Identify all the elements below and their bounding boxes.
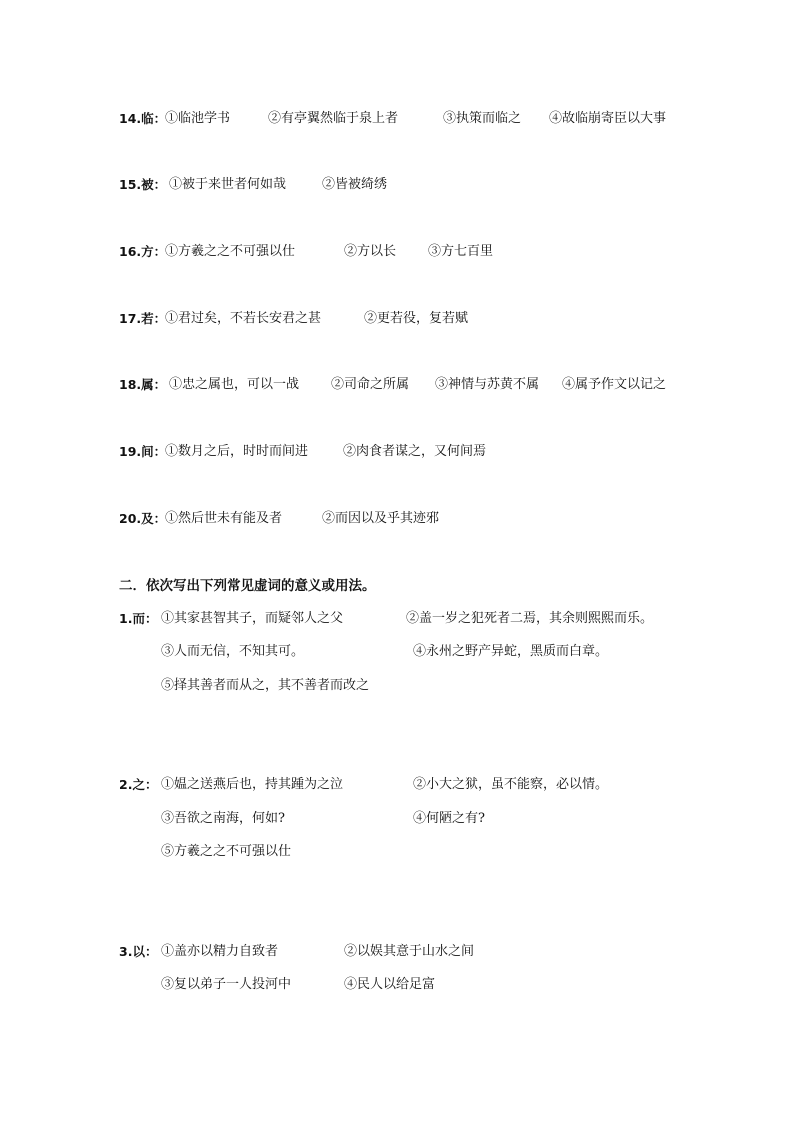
entry-er: 1.而： ①其家甚智其子，而疑邻人之父 ②盖一岁之犯死者二焉，其余则熙熙而乐。: [119, 611, 654, 626]
entry-item: ①方羲之之不可强以仕: [165, 244, 296, 259]
entry-item: ④民人以给足富: [344, 977, 436, 992]
entry-label: 19.间: [119, 444, 154, 459]
entry-item: ②盖一岁之犯死者二焉，其余则熙熙而乐。: [406, 611, 654, 626]
entry-label: 17.若: [119, 311, 154, 326]
entry-yi: 3.以： ①盖亦以精力自致者 ②以娱其意于山水之间: [119, 944, 475, 959]
entry-item: ②以娱其意于山水之间: [344, 944, 475, 959]
entry-label: 2.之: [119, 777, 145, 792]
entry-item: ①忠之属也，可以一战: [169, 377, 300, 392]
entry-item: ④属予作文以记之: [562, 377, 667, 392]
entry-item: ①数月之后，时时而间进: [165, 444, 309, 459]
entry-item: ②司命之所属: [331, 377, 410, 392]
entry-item: ③执策而临之: [443, 111, 522, 126]
entry-label: 16.方: [119, 244, 154, 259]
entry-label: 18.属: [119, 377, 154, 392]
entry-item: ①其家甚智其子，而疑邻人之父: [161, 611, 344, 626]
entry-19: 19.间： ①数月之后，时时而间进 ②肉食者谋之，又何间焉: [119, 444, 487, 459]
entry-item: ①然后世未有能及者: [165, 511, 283, 526]
entry-item: ③方七百里: [428, 244, 494, 259]
entry-label: 20.及: [119, 511, 154, 526]
entry-item: ①盖亦以精力自致者: [161, 944, 279, 959]
entry-item: ②方以长: [344, 244, 397, 259]
entry-item: ④故临崩寄臣以大事: [549, 111, 667, 126]
entry-14: 14.临： ①临池学书 ②有亭翼然临于泉上者 ③执策而临之 ④故临崩寄臣以大事: [119, 111, 667, 126]
entry-item: ⑤方羲之之不可强以仕: [161, 844, 292, 859]
entry-zhi: 2.之： ①媪之送燕后也，持其踵为之泣 ②小大之狱，虽不能察，必以情。: [119, 777, 609, 792]
entry-20: 20.及： ①然后世未有能及者 ②而因以及乎其迹邪: [119, 511, 440, 526]
entry-item: ③人而无信，不知其可。: [161, 644, 305, 659]
entry-item: ③吾欲之南海，何如?: [161, 811, 285, 826]
entry-item: ①媪之送燕后也，持其踵为之泣: [161, 777, 344, 792]
entry-item: ①君过矣，不若长安君之甚: [165, 311, 322, 326]
entry-item: ②而因以及乎其迹邪: [322, 511, 440, 526]
entry-item: ④何陋之有?: [413, 811, 485, 826]
entry-item: ②有亭翼然临于泉上者: [268, 111, 399, 126]
entry-item: ①被于来世者何如哉: [169, 177, 287, 192]
section-heading: 二．依次写出下列常见虚词的意义或用法。: [119, 578, 376, 594]
entry-16: 16.方： ①方羲之之不可强以仕 ②方以长 ③方七百里: [119, 244, 494, 259]
entry-item: ⑤择其善者而从之，其不善者而改之: [161, 678, 370, 693]
entry-label: 3.以: [119, 944, 145, 959]
entry-15: 15.被： ①被于来世者何如哉 ②皆被绮绣: [119, 177, 388, 192]
entry-label: 14.临: [119, 111, 154, 126]
entry-item: ④永州之野产异蛇，黑质而白章。: [413, 644, 609, 659]
entry-label: 15.被: [119, 177, 154, 192]
entry-label: 1.而: [119, 611, 145, 626]
entry-item: ①临池学书: [165, 111, 231, 126]
entry-item: ②肉食者谋之，又何间焉: [343, 444, 487, 459]
entry-17: 17.若： ①君过矣，不若长安君之甚 ②更若役，复若赋: [119, 311, 469, 326]
entry-item: ③复以弟子一人投河中: [161, 977, 292, 992]
entry-item: ②皆被绮绣: [322, 177, 388, 192]
entry-item: ③神情与苏黄不属: [435, 377, 540, 392]
entry-item: ②小大之狱，虽不能察，必以情。: [413, 777, 609, 792]
entry-18: 18.属： ①忠之属也，可以一战 ②司命之所属 ③神情与苏黄不属 ④属予作文以记之: [119, 377, 667, 392]
entry-item: ②更若役，复若赋: [364, 311, 469, 326]
